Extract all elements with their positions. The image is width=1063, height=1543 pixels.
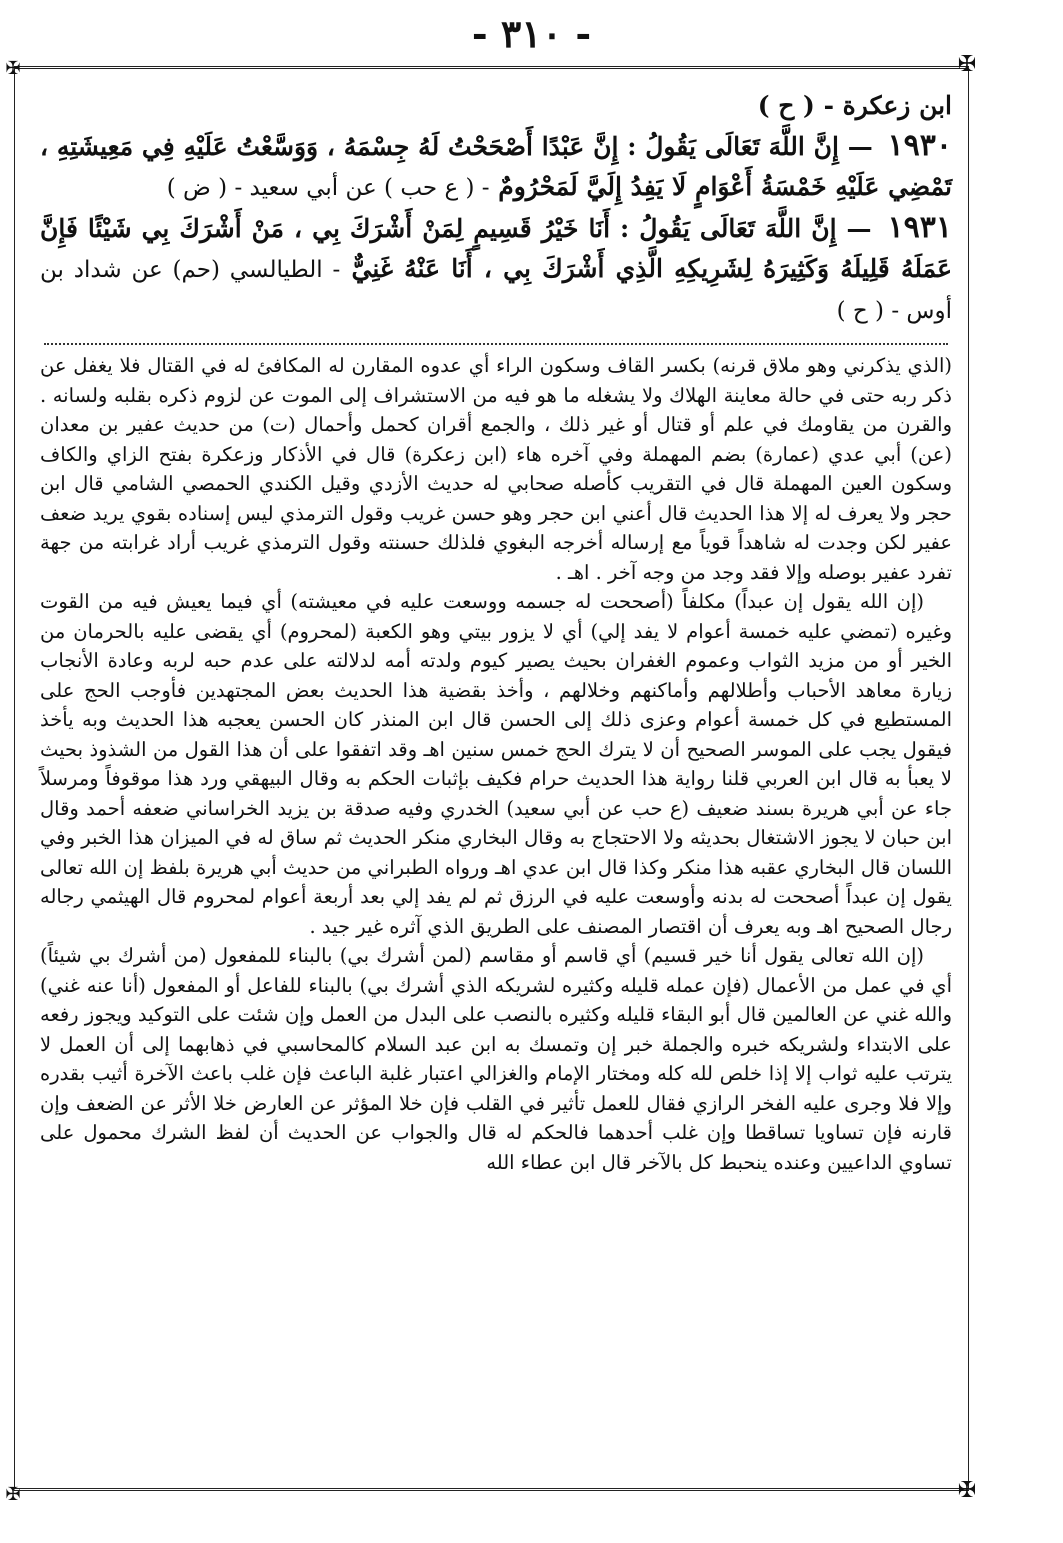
- hadith-number: ١٩٣١: [887, 210, 952, 245]
- corner-ornament-top-right: ✠: [957, 52, 977, 77]
- page-number: - ٣١٠ -: [471, 11, 592, 56]
- corner-ornament-bottom-right: ✠: [957, 1478, 977, 1503]
- hadith-dash: —: [847, 132, 873, 161]
- corner-ornament-top-left: ✠: [5, 58, 21, 79]
- hadith-dash: —: [846, 214, 872, 243]
- commentary-section: [40, 351, 952, 1177]
- hadith-1930: [40, 126, 952, 208]
- hadith-number: ١٩٣٠: [887, 128, 952, 163]
- commentary-paragraph-2: (إن الله يقول إن عبداً) مكلفاً (أصححت له جسمه ووسعت عليه في معيشته) أي فيما يعيش فيه من القوت وغيره (تمضي عليه خمسة أعوام لا يفد إلي) أي لا يزور بيتي وهو الكعبة (لمحروم) أي يقضى عليه بالحرمان من الخير أو من مزيد الثواب وعموم الغفران بحيث يصير كيوم ولدته أمه لدلالته على عدم حبه لربه وعادة الأنجاب زيارة معاهد الأحباب وأطلالهم وأماكنهم وخلالهم ، وأخذ بقضية هذا الحديث بعض المجتهدين فأوجب الحج على المستطيع في كل خمسة أعوام وعزى ذلك إلى الحسن قال ابن المنذر كان الحسن يعجبه هذا الحديث وبه يأخذ فيقول يجب على الموسر الصحيح أن لا يترك الحج خمس سنين اهـ وقد اتفقوا على أن هذا القول من الشذوذ بحيث لا يعبأ به قال ابن العربي قلنا رواية هذا الحديث حرام فكيف بإثبات الحكم به وقال البيهقي ورد هذا موقوفاً ومرسلاً جاء عن أبي هريرة بسند ضعيف (ع حب عن أبي سعيد) الخدري وفيه صدقة بن يزيد الخراساني ضعفه أحمد وقال ابن حبان لا يجوز الاشتغال بحديثه ولا الاحتجاج به وقال البخاري منكر الحديث ثم ساق له في الميزان هذا الخبر وفي اللسان قال البخاري عقبه هذا منكر وكذا قال ابن عدي اهـ ورواه الطبراني من حديث أبي هريرة بلفظ إن الله تعالى يقول إن عبداً أصححت له بدنه وأوسعت عليه في الرزق ثم لم يفد إلي بعد أربعة أعوام لمحروم قال الهيثمي رجاله رجال الصحيح اهـ وبه يعرف أن اقتصار المصنف على الطريق الذي آثره غير جيد .: [40, 590, 952, 938]
- commentary-paragraph-3: (إن الله تعالى يقول أنا خير قسيم) أي قاسم أو مقاسم (لمن أشرك بي) بالبناء للمفعول (من أشرك بي شيئاً) أي في عمل من الأعمال (فإن عمله قليله وكثيره لشريكه الذي أشرك بي) بالبناء للفاعل أو المفعول (أنا عنه غني) والله غني عن العالمين قال أبو البقاء قليله وكثيره بالنصب على البدل من العمل وإن شئت على التوكيد ويجوز رفعه على الابتداء ولشريكه خبره والجملة خبر إن وتمسك به ابن عبد السلام كالمحاسبي في ذهابهما إلى أن العمل لا يترتب عليه ثواب إلا إذا خلص لله كله ومختار الإمام والغزالي اعتبار غلبة الباعث فإن غلب باعث الآخرة أثيب بقدره وإلا فلا وجرى عليه الفخر الرازي فقال للعمل تأثير في القلب فإن خلا المؤثر عن العارض خلا الأثر عن الضعف وإن قارنه فإن تساويا تساقطا وإن غلب أحدهما فالحكم له قال والجواب عن الحديث أن لفظ الشرك محمول على تساوي الداعيين وعنده ينحبط كل بالآخر قال ابن عطاء الله: [40, 944, 952, 1174]
- corner-ornament-bottom-left: ✠: [5, 1484, 21, 1505]
- matn-section: [40, 86, 952, 331]
- hadith-source: - الطيالسي (حم) عن شداد بن أوس - ( ح ): [40, 257, 952, 324]
- dotted-divider: [44, 343, 948, 345]
- page-content: [40, 86, 952, 1177]
- commentary-paragraph-1: (الذي يذكرني وهو ملاق قرنه) بكسر القاف وسكون الراء أي عدوه المقارن له المكافئ له في القتال فلا يغفل عن ذكر ربه حتى في حالة معاينة الهلاك ولا يشغله ما هو فيه من الاستشراف إلى الموت عن لزوم ذكره بقلبه ولسانه . والقرن من يقاومك في علم أو قتال أو غير ذلك ، والجمع أقران كحمل وأحمال (ت) من حديث عفير بن معدان (عن) أبي عدي (عمارة) بضم المهملة وفي آخره هاء (ابن زعكرة) قال في الأذكار وزعكرة بفتح الزاي والكاف وسكون العين المهملة قال في التقريب كأصله صحابي له حديث الأزدي وقيل الكندي الحمصي الشامي قال ابن حجر ولا يعرف له إلا هذا الحديث قال أعني ابن حجر وهو حسن غريب وقول الترمذي ليس إسناده بقوي يريد ضعف عفير لكن وجدت له شاهداً قوياً مع إرساله أخرجه البغوي فلذلك حسنته وقول الترمذي غريب أراد غرابته من جهة تفرد عفير بوصله وإلا فقد وجد من وجه آخر . اهـ .: [40, 354, 952, 584]
- hadith-text: إِنَّ اللَّهَ تَعَالَى يَقُولُ : أَنَا خَيْرُ قَسِيمٍ لِمَنْ أَشْرَكَ بِي ، مَنْ أَشْرَكَ بِي شَيْئًا فَإِنَّ عَمَلَهُ قَلِيلَهُ وَكَثِيرَهُ لِشَرِيكِهِ الَّذِي أَشْرَكَ بِي ، أَنَا عَنْهُ غَنِيٌّ: [40, 214, 952, 283]
- hadith-1931: [40, 208, 952, 331]
- previous-hadith-tail: ابن زعكرة - ( ح ): [757, 91, 952, 120]
- hadith-text: إِنَّ اللَّهَ تَعَالَى يَقُولُ : إِنَّ عَبْدًا أَصْحَحْتُ لَهُ جِسْمَهُ ، وَوَسَّعْتُ عَلَيْهِ فِي مَعِيشَتِهِ ، تَمْضِي عَلَيْهِ خَمْسَةُ أَعْوَامٍ لَا يَفِدُ إِلَيَّ لَمَحْرُومٌ: [40, 132, 952, 201]
- hadith-source: - ( ع حب ) عن أبي سعيد - ( ض ): [166, 175, 490, 201]
